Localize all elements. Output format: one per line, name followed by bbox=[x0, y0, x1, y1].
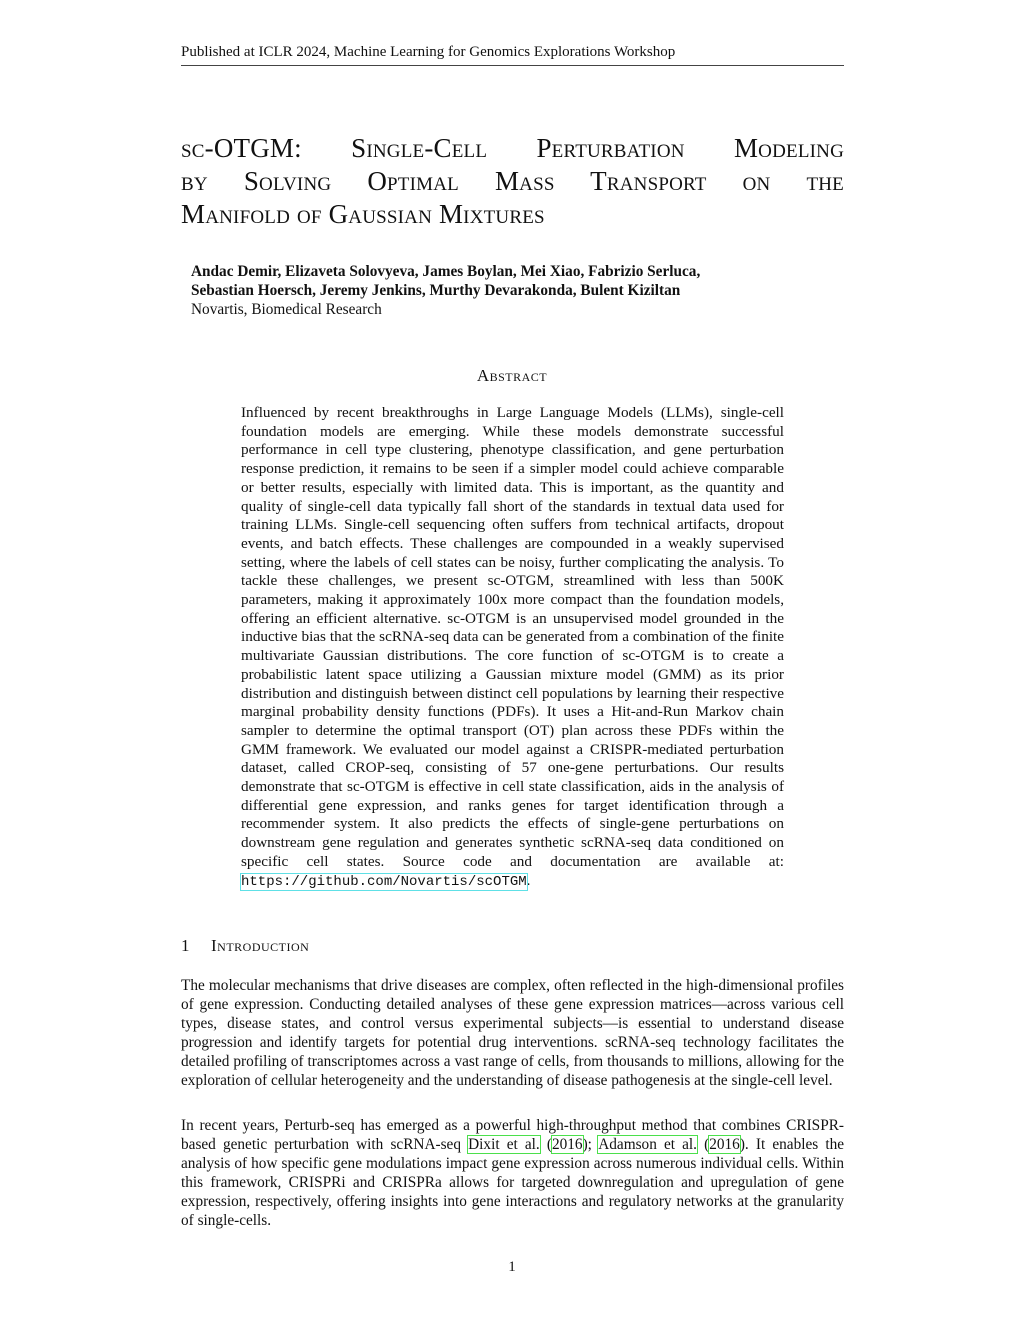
citation-adamson[interactable]: Adamson et al. bbox=[598, 1136, 697, 1153]
abstract-heading: Abstract bbox=[476, 366, 548, 385]
intro-paragraph-1: The molecular mechanisms that drive diseases are complex, often reflected in the high-dimensional profiles of gene expression. Conducting detailed analyses of these gene expression matrices—across various cell types, disease states, and control versus experimental subjects—is essential to understand disease progression and identify targets for potential drug interventions. scRNA-seq technology facilitates the detailed profiling of transcriptomes across a vast range of cells, from thousands to millions, allowing for the exploration of cellular heterogeneity and the understanding of disease pathogenesis at the single-cell level. bbox=[181, 977, 844, 1089]
source-code-link[interactable]: https://github.com/Novartis/scOTGM bbox=[241, 873, 527, 890]
title-line-2: by Solving Optimal Mass Transport on the bbox=[181, 166, 844, 196]
affiliation: Novartis, Biomedical Research bbox=[191, 301, 382, 318]
author-block bbox=[191, 262, 844, 319]
intro-paragraph-2 bbox=[181, 1116, 844, 1230]
section-number: 1 bbox=[181, 936, 190, 955]
para2-y1-open: ( bbox=[539, 1136, 552, 1153]
section-title: Introduction bbox=[211, 936, 310, 955]
title-line-1: sc-OTGM: Single-Cell Perturbation Modeling bbox=[181, 133, 844, 163]
running-header: Published at ICLR 2024, Machine Learning for Genomics Explorations Workshop bbox=[181, 44, 844, 66]
citation-dixit[interactable]: Dixit et al. bbox=[468, 1136, 540, 1153]
citation-dixit-year[interactable]: 2016 bbox=[551, 1136, 583, 1153]
paper-title bbox=[181, 132, 844, 231]
section-heading-introduction bbox=[181, 936, 309, 956]
title-line-3: Manifold of Gaussian Mixtures bbox=[181, 199, 545, 229]
para2-sep: ); bbox=[582, 1136, 599, 1153]
abstract-body bbox=[241, 404, 784, 891]
author-names-line-1: Andac Demir, Elizaveta Solovyeva, James Boylan, Mei Xiao, Fabrizio Serluca, bbox=[191, 263, 701, 280]
abstract-text: Influenced by recent breakthroughs in Large Language Models (LLMs), single-cell foundation models are emerging. While these models demonstrate successful performance in cell type clustering, phenotype classification, and gene perturbation response prediction, it remains to be seen if a simpler model could achieve comparable or better results, especially with limited data. This is important, as the quantity and quality of single-cell data typically fall short of the standards in textual data used for training LLMs. Single-cell sequencing often suffers from technical artifacts, dropout events, and batch effects. These challenges are compounded in a weakly supervised setting, where the labels of cell states can be noisy, further complicating the analysis. To tackle these challenges, we present sc-OTGM, streamlined with less than 500K parameters, making it approximately 100x more compact than the foundation models, offering an efficient alternative. sc-OTGM is an unsupervised model grounded in the inductive bias that the scRNA-seq data can be generated from a combination of the finite multivariate Gaussian distributions. The core function of sc-OTGM is to create a probabilistic latent space utilizing a Gaussian mixture model (GMM) as its prior distribution and distinguish between distinct cell populations by learning their respective marginal probability density functions (PDFs). It uses a Hit-and-Run Markov chain sampler to determine the optimal transport (OT) plan across these PDFs within the GMM framework. We evaluated our model against a CRISPR-mediated perturbation dataset, called CROP-seq, consisting of 57 one-gene perturbations. Our results demonstrate that sc-OTGM is effective in cell state classification, aids in the analysis of differential gene expression, and ranks genes for target identification through a recommender system. It also predicts the effects of single-gene perturbations on downstream gene regulation and generates synthetic scRNA-seq data conditioned on specific cell states. Source code and documentation are available at: bbox=[241, 404, 784, 870]
para2-y2-open: ( bbox=[697, 1136, 710, 1153]
para2-text-a: In recent years, Perturb-seq has emerged as a powerful high-throughput method that combines CRISPR-based genetic perturbation with scRNA-seq bbox=[181, 1117, 844, 1153]
page-number: 1 bbox=[508, 1259, 516, 1275]
para2-text-b: ). It enables the analysis of how specific gene modulations impact gene expression across numerous individual cells. Within this framework, CRISPRi and CRISPRa allows for targeted downregulation and upregulation of gene expression, respectively, offering insights into gene interactions and regulatory networks at the granularity of single-cells. bbox=[181, 1136, 845, 1229]
author-names-line-2: Sebastian Hoersch, Jeremy Jenkins, Murthy Devarakonda, Bulent Kiziltan bbox=[191, 282, 681, 299]
abstract-period: . bbox=[526, 871, 531, 889]
citation-adamson-year[interactable]: 2016 bbox=[709, 1136, 740, 1153]
